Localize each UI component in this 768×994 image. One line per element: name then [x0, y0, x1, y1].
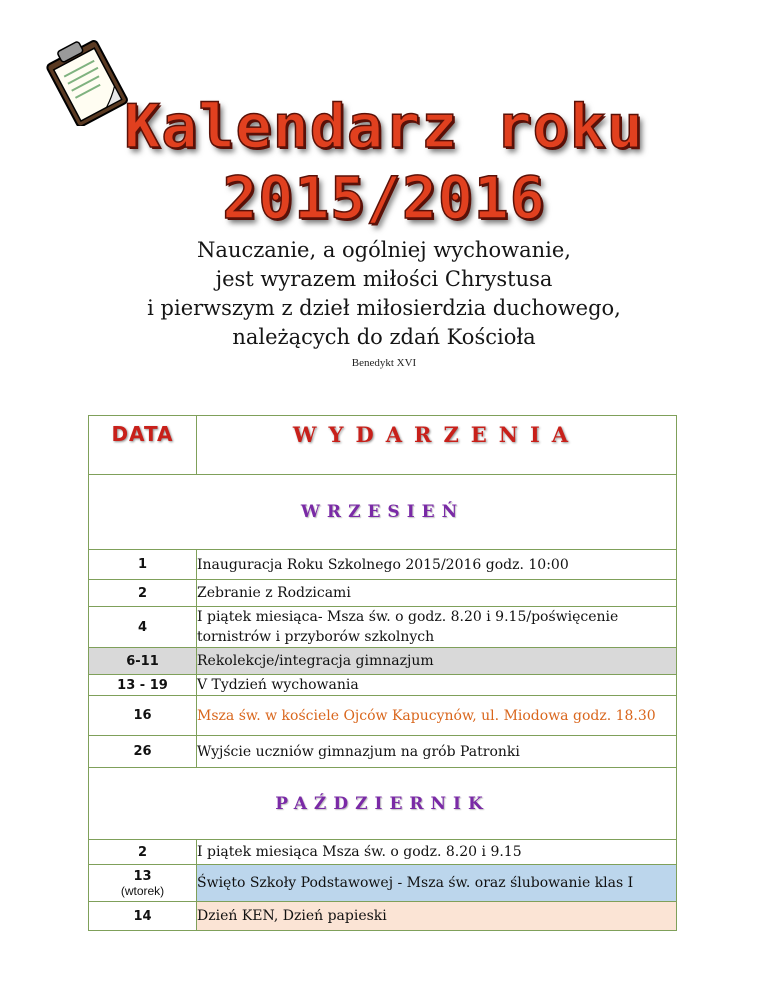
- table-row: [89, 550, 677, 580]
- quote-line: i pierwszym z dzieł miłosierdzia duchowego,: [147, 296, 621, 320]
- quote-line: należących do zdań Kościoła: [232, 325, 536, 349]
- date-cell: 2: [89, 580, 197, 607]
- date-cell: 2: [89, 840, 197, 865]
- table-row: [89, 675, 677, 696]
- quote-author: Benedykt XVI: [351, 357, 417, 369]
- table-row: [89, 607, 677, 648]
- event-cell: V Tydzień wychowania: [197, 675, 677, 696]
- month-row: [89, 768, 677, 840]
- page-title: Kalendarz roku: [124, 92, 644, 162]
- event-cell: Msza św. w kościele Ojców Kapucynów, ul. Miodowa godz. 18.30: [197, 696, 677, 736]
- event-cell: Święto Szkoły Podstawowej - Msza św. oraz ślubowanie klas I: [197, 865, 677, 902]
- event-cell: Wyjście uczniów gimnazjum na grób Patronki: [197, 736, 677, 768]
- date-value: 13: [133, 868, 152, 884]
- date-note: (wtorek): [120, 883, 165, 898]
- date-cell: 16: [89, 696, 197, 736]
- date-cell: 13 - 19: [89, 675, 197, 696]
- table-row: [89, 696, 677, 736]
- page-title-year: 2015/2016: [222, 164, 546, 232]
- date-cell: 1: [89, 550, 197, 580]
- month-heading: WRZESIEŃ: [89, 475, 677, 550]
- table-header-row: [89, 416, 677, 475]
- table-row: [89, 580, 677, 607]
- month-heading: PAŹDZIERNIK: [89, 768, 677, 840]
- date-cell: 14: [89, 902, 197, 931]
- month-row: [89, 475, 677, 550]
- event-cell: I piątek miesiąca- Msza św. o godz. 8.20 i 9.15/poświęcenie tornistrów i przyborów szkolnych: [197, 607, 677, 648]
- event-cell: Inauguracja Roku Szkolnego 2015/2016 godz. 10:00: [197, 550, 677, 580]
- event-cell: Dzień KEN, Dzień papieski: [197, 902, 677, 931]
- quote: [0, 236, 768, 352]
- table-row: [89, 902, 677, 931]
- table-row: [89, 865, 677, 902]
- quote-line: jest wyrazem miłości Chrystusa: [215, 267, 553, 291]
- quote-line: Nauczanie, a ogólniej wychowanie,: [197, 238, 571, 262]
- date-cell: 4: [89, 607, 197, 648]
- event-cell: I piątek miesiąca Msza św. o godz. 8.20 i 9.15: [197, 840, 677, 865]
- date-cell: 26: [89, 736, 197, 768]
- header-date-cell: [89, 416, 197, 475]
- table-row: [89, 736, 677, 768]
- header-events-label: WYDARZENIA: [292, 422, 581, 447]
- calendar-table: [88, 415, 677, 931]
- event-cell: Zebranie z Rodzicami: [197, 580, 677, 607]
- table-row: [89, 648, 677, 675]
- event-cell: Rekolekcje/integracja gimnazjum: [197, 648, 677, 675]
- date-cell: 6-11: [89, 648, 197, 675]
- header-date-label: DATA: [111, 422, 174, 446]
- table-row: [89, 840, 677, 865]
- header-events-cell: [197, 416, 677, 475]
- date-cell: [89, 865, 197, 902]
